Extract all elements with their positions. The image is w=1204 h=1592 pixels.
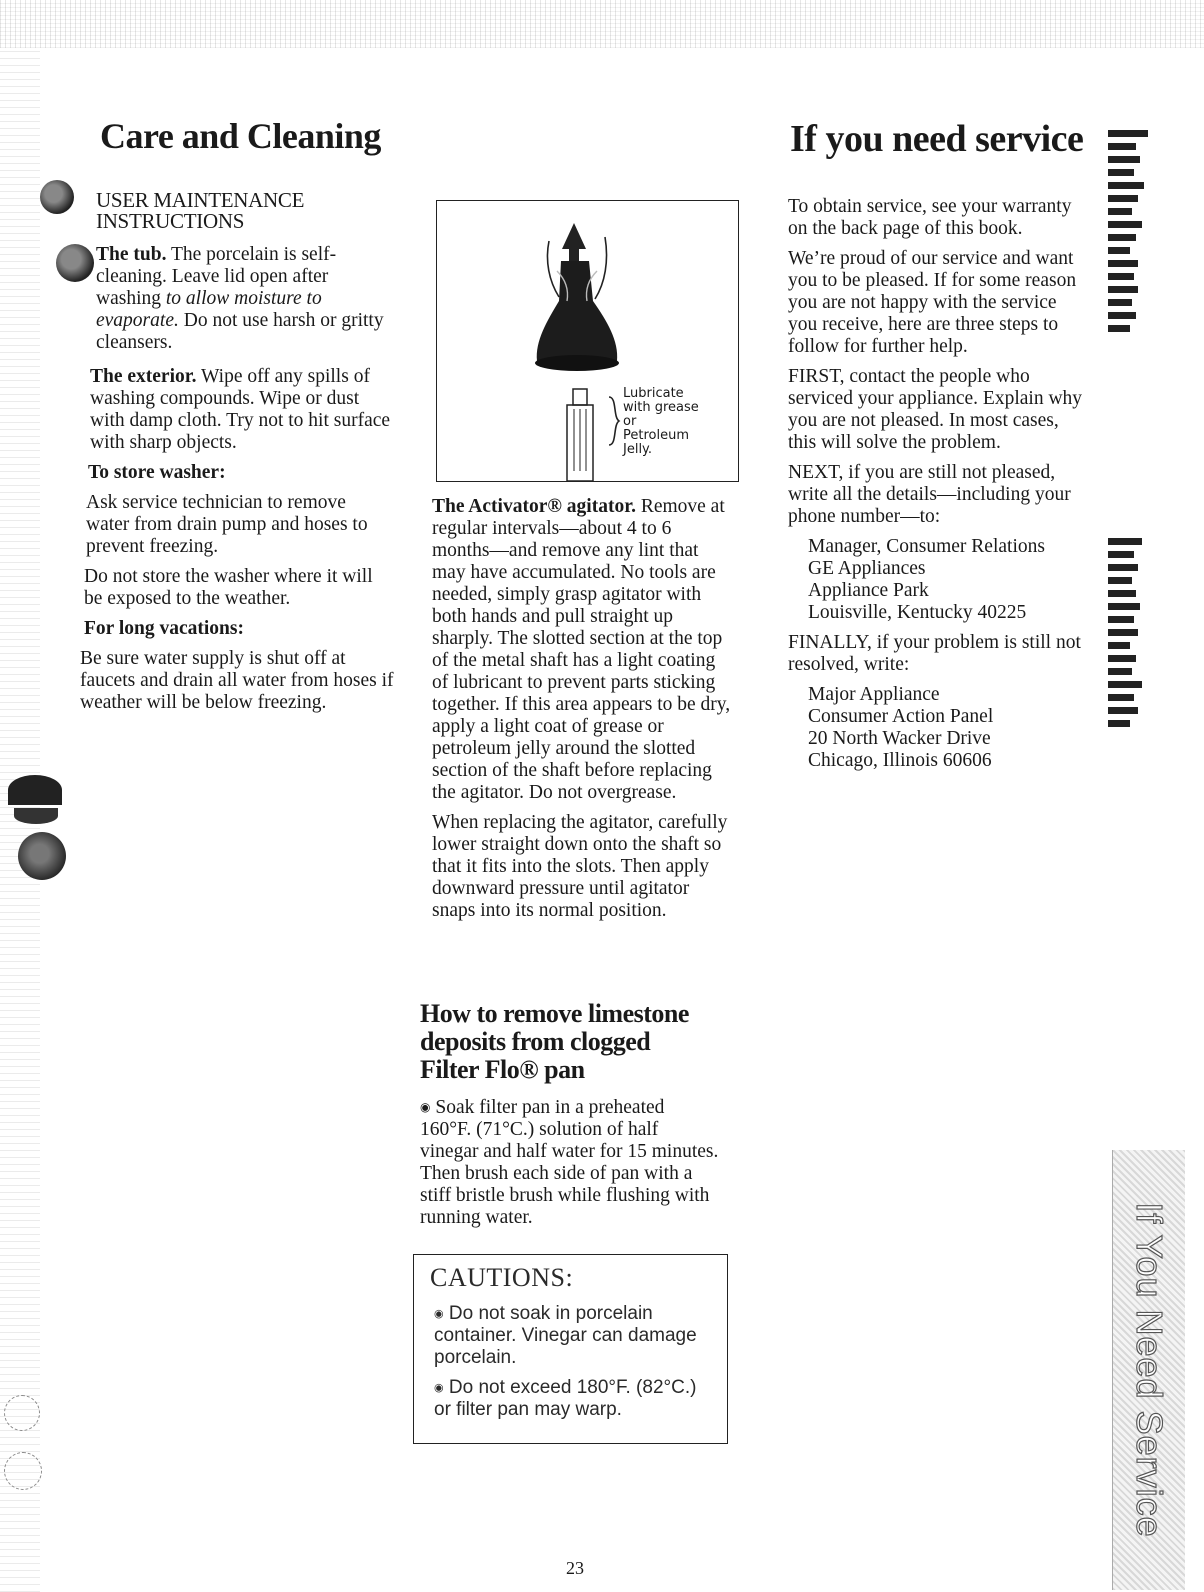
limestone-bullet-text: Soak filter pan in a preheated 160°F. (71°C.) solution of half vinegar and half water for 15 minutes. Then brush each side of pan with a stiff bristle brush while flushing with running water. bbox=[420, 1097, 719, 1228]
activator-paragraph bbox=[432, 496, 732, 804]
service-title: If you need service bbox=[790, 118, 1084, 160]
activator-label: The Activator® agitator. bbox=[432, 496, 636, 517]
margin-dot-top-icon bbox=[8, 775, 62, 805]
service-paragraph-5: FINALLY, if your problem is still not resolved, write: bbox=[788, 632, 1081, 675]
exterior-label: The exterior. bbox=[90, 366, 197, 387]
limestone-title-line3: Filter Flo® pan bbox=[420, 1055, 585, 1084]
address-line: GE Appliances bbox=[808, 558, 926, 579]
bullet-icon: ◉ bbox=[434, 1308, 444, 1320]
address-line: Major Appliance bbox=[808, 684, 940, 705]
lubricate-label-line: Petroleum bbox=[623, 428, 689, 443]
address-line: Consumer Action Panel bbox=[808, 706, 994, 727]
service-paragraph-1: To obtain service, see your warranty on the back page of this book. bbox=[788, 196, 1072, 239]
address-action-panel bbox=[808, 684, 1088, 772]
margin-dot-mid-icon bbox=[14, 808, 58, 824]
limestone-title-line2: deposits from clogged bbox=[420, 1027, 651, 1056]
caution-2 bbox=[434, 1377, 709, 1421]
page-number: 23 bbox=[566, 1558, 584, 1578]
right-column bbox=[788, 196, 1088, 780]
vacation-heading: For long vacations: bbox=[84, 618, 244, 639]
service-paragraph-3: FIRST, contact the people who serviced your appliance. Explain why you are not pleased. In most cases, this will solve the problem. bbox=[788, 366, 1083, 453]
bullet-icon: ◉ bbox=[434, 1382, 444, 1394]
caution-1 bbox=[434, 1303, 709, 1369]
section-bullet-icon bbox=[40, 180, 74, 214]
address-line: Chicago, Illinois 60606 bbox=[808, 750, 992, 771]
address-line: Appliance Park bbox=[808, 580, 929, 601]
cautions-box bbox=[413, 1254, 728, 1444]
maintenance-heading-line1: USER MAINTENANCE bbox=[96, 188, 305, 212]
caution-2-text: Do not exceed 180°F. (82°C.) or filter pan may warp. bbox=[434, 1377, 697, 1420]
cautions-title: CAUTIONS: bbox=[430, 1263, 574, 1292]
store-heading: To store washer: bbox=[88, 462, 226, 483]
exterior-text: Wipe off any spills of washing compounds. Wipe or dust with damp cloth. Try not to hit surface with sharp objects. bbox=[90, 366, 391, 453]
tub-label: The tub. bbox=[96, 244, 167, 265]
exterior-paragraph bbox=[84, 366, 394, 454]
limestone-title bbox=[420, 1000, 689, 1084]
limestone-bullet bbox=[420, 1096, 720, 1229]
lubricate-label-line: with grease bbox=[623, 400, 699, 415]
address-line: 20 North Wacker Drive bbox=[808, 728, 991, 749]
address-line: Louisville, Kentucky 40225 bbox=[808, 602, 1027, 623]
tub-text-a: The porcelain is self-cleaning. Leave lid open after washing bbox=[96, 244, 337, 309]
maintenance-heading-line2: INSTRUCTIONS bbox=[96, 209, 245, 233]
vacation-paragraph: Be sure water supply is shut off at faucets and drain all water from hoses if weather will be below freezing. bbox=[80, 648, 394, 713]
agitator-figure bbox=[436, 200, 739, 482]
address-consumer-relations bbox=[808, 536, 1088, 624]
address-line: Manager, Consumer Relations bbox=[808, 536, 1045, 557]
tub-text-b: Do not use harsh or gritty cleansers. bbox=[96, 310, 384, 353]
store-paragraph-2: Do not store the washer where it will be exposed to the weather. bbox=[84, 566, 373, 609]
lubricate-label-line: Lubricate bbox=[623, 386, 684, 401]
service-paragraph-4: NEXT, if you are still not pleased, write all the details—including your phone number—to: bbox=[788, 462, 1071, 527]
store-paragraph-1: Ask service technician to remove water from drain pump and hoses to prevent freezing. bbox=[86, 492, 368, 557]
bullet-icon: ◉ bbox=[420, 1100, 431, 1114]
limestone-title-line1: How to remove limestone bbox=[420, 999, 689, 1028]
side-tab-text: If You Need Service bbox=[1129, 1202, 1170, 1538]
activator-text: Remove at regular intervals—about 4 to 6 months—and remove any lint that may have accumulated. No tools are needed, simply grasp agitator with both hands and pull straight up sharply. The slotted section at the top of the metal shaft has a light coating of lubricant to prevent parts sticking together. If this area appears to be dry, apply a light coat of grease or petroleum jelly around the slotted section of the shaft before replacing the agitator. Do not overgrease. bbox=[432, 496, 731, 803]
side-tab bbox=[1112, 1150, 1185, 1590]
hole-punch-2-icon bbox=[4, 1452, 42, 1490]
tub-paragraph bbox=[84, 244, 394, 354]
replacing-paragraph: When replacing the agitator, carefully lower straight down onto the shaft so that it fits into the slots. Then apply downward pressure until agitator snaps into its normal position. bbox=[432, 812, 728, 921]
scan-noise-top bbox=[0, 0, 1204, 48]
limestone-body bbox=[420, 1096, 720, 1237]
maintenance-heading bbox=[96, 190, 304, 232]
tub-text-italic: to allow moisture to evaporate. bbox=[96, 288, 322, 331]
lubricate-label-line: or bbox=[623, 414, 637, 429]
lubricate-label bbox=[623, 387, 699, 457]
service-paragraph-2: We’re proud of our service and want you to be pleased. If for some reason you are not happy with the service you receive, here are three steps to follow for further help. bbox=[788, 248, 1077, 357]
lubricate-label-line: Jelly. bbox=[623, 442, 653, 457]
care-cleaning-title: Care and Cleaning bbox=[100, 116, 381, 156]
hole-punch-1-icon bbox=[4, 1395, 40, 1431]
middle-column bbox=[432, 496, 732, 930]
left-column bbox=[80, 244, 394, 722]
caution-1-text: Do not soak in porcelain container. Vinegar can damage porcelain. bbox=[434, 1303, 697, 1368]
margin-dot-bottom-icon bbox=[18, 832, 66, 880]
